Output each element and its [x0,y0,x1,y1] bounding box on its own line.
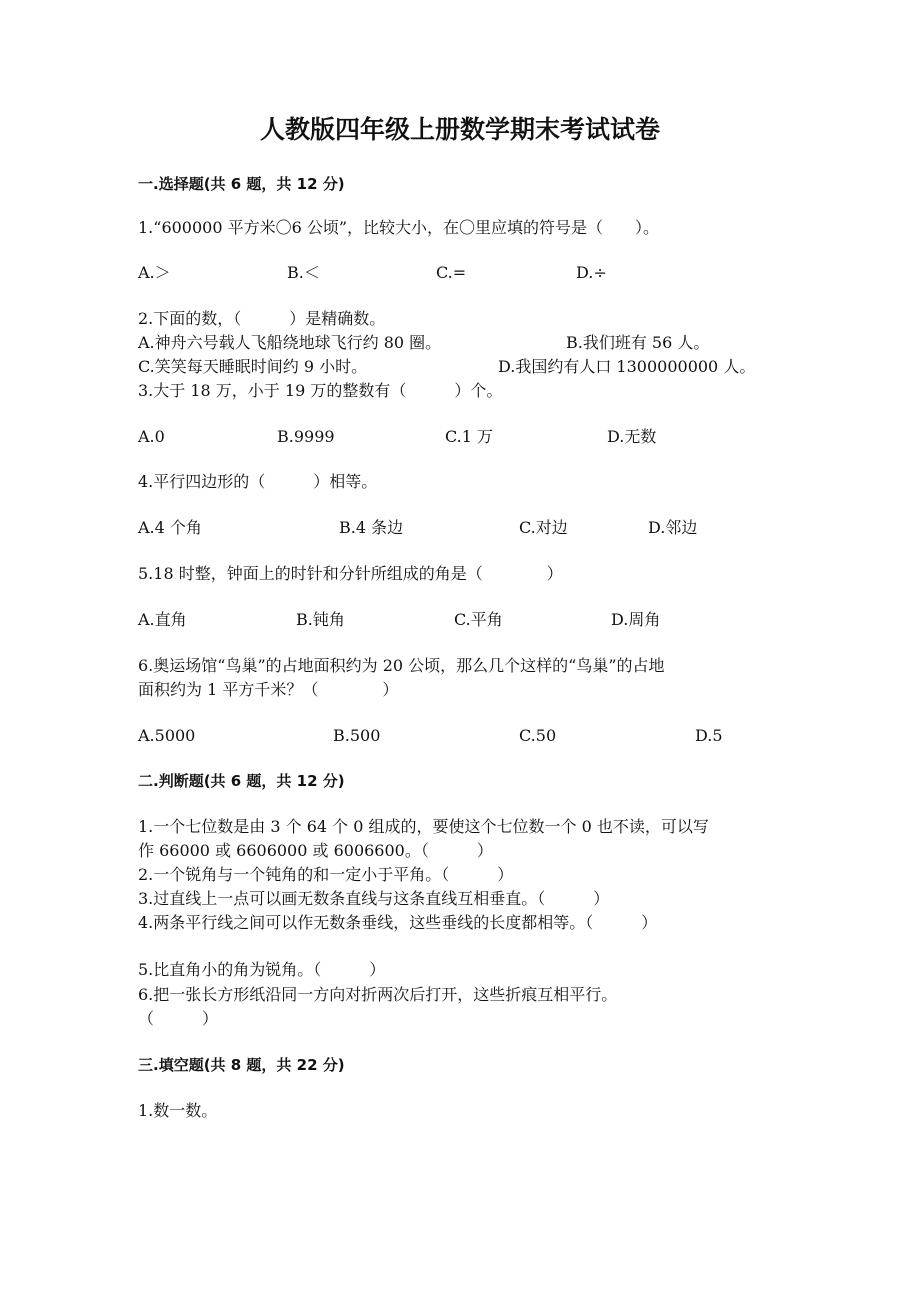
question-6-option-a: A.5000 [138,726,196,745]
question-3-option-b: B.9999 [277,427,335,446]
judge-4: 4.两条平行线之间可以作无数条垂线，这些垂线的长度都相等。（ ） [138,913,658,932]
question-2-option-b: B.我们班有 56 人。 [566,333,710,352]
question-2-option-a: A.神舟六号载人飞船绕地球飞行约 80 圈。 [138,333,442,352]
question-6-option-d: D.5 [695,726,723,745]
question-5-option-b: B.钝角 [296,610,345,629]
section-heading-judge: 二.判断题(共 6 题，共 12 分) [138,772,345,790]
section-heading-choice: 一.选择题(共 6 题，共 12 分) [138,175,345,193]
question-4-option-c: C.对边 [519,518,568,537]
question-3-stem: 3.大于 18 万，小于 19 万的整数有（ ）个。 [138,381,503,400]
question-5-option-d: D.周角 [611,610,661,629]
question-5-option-c: C.平角 [454,610,503,629]
judge-6-line-1: 6.把一张长方形纸沿同一方向对折两次后打开，这些折痕互相平行。 [138,985,618,1004]
section-heading-fill: 三.填空题(共 8 题，共 22 分) [138,1056,345,1074]
question-3-option-d: D.无数 [607,427,657,446]
question-6-stem-line-1: 6.奥运场馆“鸟巢”的占地面积约为 20 公顷，那么几个这样的“鸟巢”的占地 [138,656,665,675]
page-title: 人教版四年级上册数学期末考试试卷 [259,115,660,144]
judge-1-line-1: 1.一个七位数是由 3 个 64 个 0 组成的，要使这个七位数一个 0 也不读，可以写 [138,817,709,836]
question-1-option-d: D.÷ [576,263,607,282]
judge-5: 5.比直角小的角为锐角。（ ） [138,960,386,979]
question-2-stem: 2.下面的数，（ ）是精确数。 [138,309,386,328]
question-3-option-c: C.1 万 [445,427,494,446]
judge-2: 2.一个锐角与一个钝角的和一定小于平角。（ ） [138,865,514,884]
question-2-option-d: D.我国约有人口 1300000000 人。 [498,357,756,376]
question-1-stem: 1.“600000 平方米〇6 公顷”，比较大小，在〇里应填的符号是（ ）。 [138,218,660,237]
question-4-stem: 4.平行四边形的（ ）相等。 [138,472,378,491]
question-1-option-a: A.＞ [138,263,171,282]
question-1-option-c: C.= [436,263,467,282]
judge-1-line-2: 作 66000 或 6606000 或 6006600。（ ） [138,841,493,860]
fill-1: 1.数一数。 [138,1101,218,1120]
question-6-stem-line-2: 面积约为 1 平方千米？（ ） [138,680,399,699]
question-6-option-c: C.50 [519,726,557,745]
question-6-option-b: B.500 [333,726,381,745]
judge-3: 3.过直线上一点可以画无数条直线与这条直线互相垂直。（ ） [138,889,610,908]
question-1-option-b: B.＜ [287,263,320,282]
question-4-option-a: A.4 个角 [138,518,202,537]
question-4-option-d: D.邻边 [648,518,698,537]
question-3-option-a: A.0 [138,427,165,446]
judge-6-line-2: （ ） [138,1009,219,1028]
question-4-option-b: B.4 条边 [339,518,404,537]
question-5-option-a: A.直角 [138,610,187,629]
question-5-stem: 5.18 时整，钟面上的时针和分针所组成的角是（ ） [138,564,563,583]
question-2-option-c: C.笑笑每天睡眠时间约 9 小时。 [138,357,368,376]
